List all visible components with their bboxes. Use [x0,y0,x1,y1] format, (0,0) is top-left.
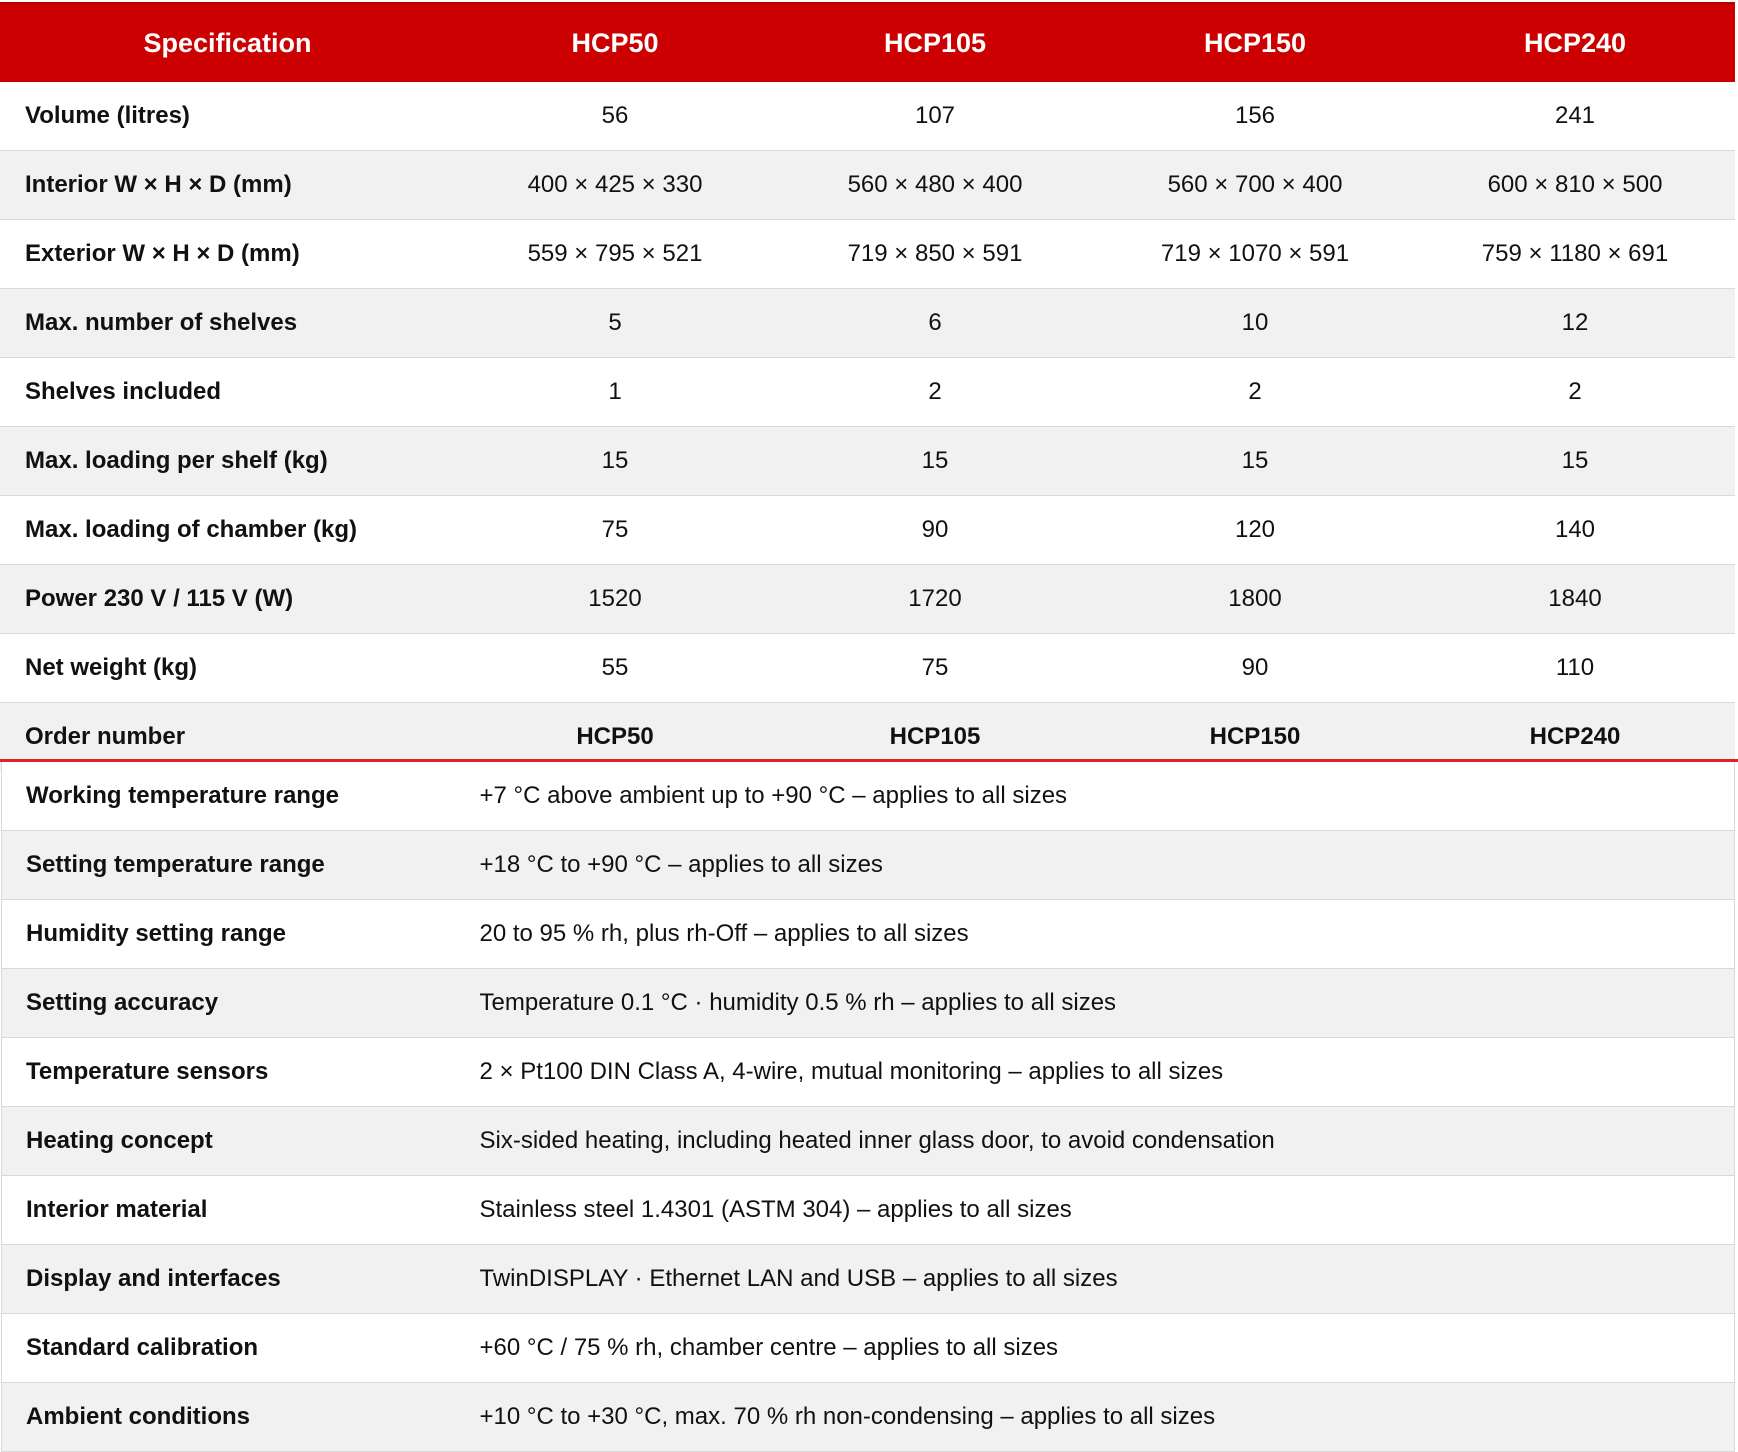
cell-value: 140 [1415,496,1735,565]
row-value: +18 °C to +90 °C – applies to all sizes [457,831,1735,900]
header-row [0,3,1735,82]
row-value: Temperature 0.1 °C · humidity 0.5 % rh – applies to all sizes [457,969,1735,1038]
row-label: Power 230 V / 115 V (W) [0,565,455,634]
header-model-hcp150: HCP150 [1095,3,1415,82]
row-label: Setting accuracy [2,969,457,1038]
cell-value: 107 [775,82,1095,151]
cell-value: 2 [1095,358,1415,427]
order-number-hcp240: HCP240 [1415,703,1735,772]
cell-value: 15 [1415,427,1735,496]
cell-value: 75 [775,634,1095,703]
row-label: Heating concept [2,1107,457,1176]
row-label: Humidity setting range [2,900,457,969]
row-value: +7 °C above ambient up to +90 °C – applies to all sizes [457,762,1735,831]
order-number-hcp150: HCP150 [1095,703,1415,772]
row-label: Net weight (kg) [0,634,455,703]
spec-row-volume [0,82,1735,151]
cell-value: 15 [1095,427,1415,496]
header-spec-label: Specification [0,3,455,82]
row-label: Max. number of shelves [0,289,455,358]
cell-value: 120 [1095,496,1415,565]
cell-value: 6 [775,289,1095,358]
cell-value: 719 × 1070 × 591 [1095,220,1415,289]
cell-value: 1840 [1415,565,1735,634]
row-value: TwinDISPLAY · Ethernet LAN and USB – applies to all sizes [457,1245,1735,1314]
spec-row-loading-per-shelf [0,427,1735,496]
row-value: +10 °C to +30 °C, max. 70 % rh non-condensing – applies to all sizes [457,1383,1735,1452]
cell-value: 56 [455,82,775,151]
common-row-interior-material [2,1176,1735,1245]
cell-value: 559 × 795 × 521 [455,220,775,289]
common-row-heating-concept [2,1107,1735,1176]
common-row-temperature-sensors [2,1038,1735,1107]
spec-row-net-weight [0,634,1735,703]
row-value: Stainless steel 1.4301 (ASTM 304) – applies to all sizes [457,1176,1735,1245]
spec-row-exterior-dimensions [0,220,1735,289]
cell-value: 55 [455,634,775,703]
row-label: Shelves included [0,358,455,427]
common-spec-table [1,762,1735,1452]
cell-value: 12 [1415,289,1735,358]
row-label: Working temperature range [2,762,457,831]
cell-value: 600 × 810 × 500 [1415,151,1735,220]
cell-value: 5 [455,289,775,358]
cell-value: 2 [775,358,1095,427]
order-number-hcp105: HCP105 [775,703,1095,772]
spec-row-max-shelves [0,289,1735,358]
row-value: 2 × Pt100 DIN Class A, 4-wire, mutual monitoring – applies to all sizes [457,1038,1735,1107]
cell-value: 1520 [455,565,775,634]
header-model-hcp50: HCP50 [455,3,775,82]
cell-value: 90 [775,496,1095,565]
spec-row-interior-dimensions [0,151,1735,220]
header-model-hcp105: HCP105 [775,3,1095,82]
row-label: Display and interfaces [2,1245,457,1314]
cell-value: 2 [1415,358,1735,427]
row-label: Ambient conditions [2,1383,457,1452]
common-row-ambient-conditions [2,1383,1735,1452]
cell-value: 10 [1095,289,1415,358]
row-label: Volume (litres) [0,82,455,151]
header-model-hcp240: HCP240 [1415,3,1735,82]
row-value: Six-sided heating, including heated inner glass door, to avoid condensation [457,1107,1735,1176]
spec-row-shelves-included [0,358,1735,427]
order-number-hcp50: HCP50 [455,703,775,772]
row-value: +60 °C / 75 % rh, chamber centre – applies to all sizes [457,1314,1735,1383]
cell-value: 75 [455,496,775,565]
row-label: Interior material [2,1176,457,1245]
common-row-humidity-range [2,900,1735,969]
cell-value: 560 × 480 × 400 [775,151,1095,220]
cell-value: 15 [455,427,775,496]
cell-value: 560 × 700 × 400 [1095,151,1415,220]
row-label: Exterior W × H × D (mm) [0,220,455,289]
cell-value: 759 × 1180 × 691 [1415,220,1735,289]
common-row-setting-temperature [2,831,1735,900]
row-label: Setting temperature range [2,831,457,900]
common-row-display-interfaces [2,1245,1735,1314]
row-label: Max. loading per shelf (kg) [0,427,455,496]
cell-value: 1720 [775,565,1095,634]
common-row-working-temperature [2,762,1735,831]
model-spec-table [0,2,1735,771]
cell-value: 719 × 850 × 591 [775,220,1095,289]
cell-value: 110 [1415,634,1735,703]
cell-value: 90 [1095,634,1415,703]
row-label: Order number [0,703,455,772]
cell-value: 156 [1095,82,1415,151]
row-label: Max. loading of chamber (kg) [0,496,455,565]
common-row-setting-accuracy [2,969,1735,1038]
row-label: Standard calibration [2,1314,457,1383]
cell-value: 241 [1415,82,1735,151]
spec-row-loading-of-chamber [0,496,1735,565]
common-row-standard-calibration [2,1314,1735,1383]
row-value: 20 to 95 % rh, plus rh-Off – applies to all sizes [457,900,1735,969]
cell-value: 1 [455,358,775,427]
cell-value: 400 × 425 × 330 [455,151,775,220]
row-label: Interior W × H × D (mm) [0,151,455,220]
cell-value: 15 [775,427,1095,496]
spec-row-power [0,565,1735,634]
cell-value: 1800 [1095,565,1415,634]
row-label: Temperature sensors [2,1038,457,1107]
